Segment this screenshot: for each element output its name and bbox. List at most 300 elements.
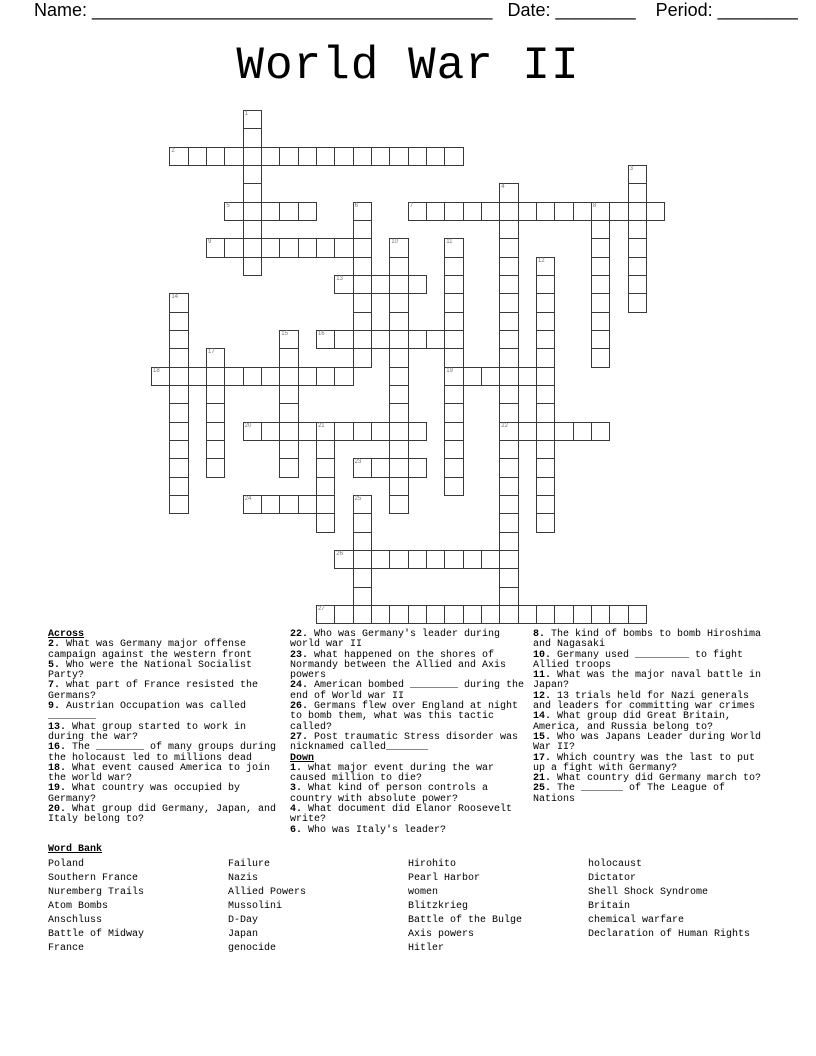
crossword-cell[interactable] xyxy=(298,147,317,166)
clue-number: 9 xyxy=(207,239,212,246)
word-bank-item: Anschluss xyxy=(48,915,103,926)
crossword-cell[interactable] xyxy=(389,275,408,294)
crossword-cell[interactable] xyxy=(243,422,262,441)
crossword-cell[interactable] xyxy=(188,147,207,166)
word-bank-item: Poland xyxy=(48,859,85,870)
crossword-cell[interactable] xyxy=(628,257,647,276)
crossword-cell[interactable] xyxy=(316,513,335,532)
clue-number: 14. xyxy=(533,711,552,723)
crossword-cell[interactable] xyxy=(628,293,647,312)
crossword-cell[interactable] xyxy=(389,477,408,496)
crossword-cell[interactable] xyxy=(481,605,500,624)
word-bank-item: Allied Powers xyxy=(228,887,307,898)
crossword-cell[interactable] xyxy=(334,238,353,257)
crossword-cell[interactable] xyxy=(353,495,372,514)
crossword-cell[interactable] xyxy=(371,605,390,624)
crossword-cell[interactable] xyxy=(279,440,298,459)
crossword-cell[interactable] xyxy=(444,550,463,569)
clue-number: 10 xyxy=(391,239,398,246)
crossword-cell[interactable] xyxy=(389,257,408,276)
crossword-cell[interactable] xyxy=(389,440,408,459)
crossword-cell[interactable] xyxy=(169,422,188,441)
crossword-cell[interactable] xyxy=(389,422,408,441)
crossword-cell[interactable] xyxy=(316,495,335,514)
crossword-cell[interactable] xyxy=(371,422,390,441)
clue-number: 18 xyxy=(153,367,160,374)
crossword-cell[interactable] xyxy=(261,422,280,441)
crossword-cell[interactable] xyxy=(243,238,262,257)
crossword-cell[interactable] xyxy=(353,587,372,606)
crossword-cell[interactable] xyxy=(408,605,427,624)
crossword-cell[interactable] xyxy=(389,293,408,312)
crossword-cell[interactable] xyxy=(279,367,298,386)
crossword-cell[interactable] xyxy=(444,458,463,477)
crossword-cell[interactable] xyxy=(206,403,225,422)
clue-number: 15 xyxy=(281,330,288,337)
crossword-cell[interactable] xyxy=(353,257,372,276)
crossword-cell[interactable] xyxy=(408,202,427,221)
crossword-cell[interactable] xyxy=(444,367,463,386)
crossword-cell[interactable] xyxy=(243,367,262,386)
crossword-cell[interactable] xyxy=(536,385,555,404)
crossword-cell[interactable] xyxy=(536,275,555,294)
crossword-cell[interactable] xyxy=(261,367,280,386)
crossword-cell[interactable] xyxy=(353,568,372,587)
crossword-cell[interactable] xyxy=(243,147,262,166)
crossword-cell[interactable] xyxy=(279,403,298,422)
word-bank-item: Blitzkrieg xyxy=(408,901,469,912)
crossword-cell[interactable] xyxy=(298,202,317,221)
crossword-cell[interactable] xyxy=(444,257,463,276)
crossword-cell[interactable] xyxy=(536,403,555,422)
crossword-cell[interactable] xyxy=(536,202,555,221)
crossword-cell[interactable] xyxy=(353,293,372,312)
clue-number: 22 xyxy=(501,422,508,429)
crossword-cell[interactable] xyxy=(316,605,335,624)
crossword-cell[interactable] xyxy=(591,605,610,624)
crossword-cell[interactable] xyxy=(408,550,427,569)
crossword-cell[interactable] xyxy=(426,147,445,166)
crossword-cell[interactable] xyxy=(518,422,537,441)
crossword-cell[interactable] xyxy=(334,550,353,569)
crossword-cell[interactable] xyxy=(298,495,317,514)
crossword-cell[interactable] xyxy=(169,147,188,166)
crossword-cell[interactable] xyxy=(389,385,408,404)
crossword-cell[interactable] xyxy=(444,238,463,257)
crossword-cell[interactable] xyxy=(316,477,335,496)
crossword-cell[interactable] xyxy=(554,605,573,624)
crossword-cell[interactable] xyxy=(371,550,390,569)
clue xyxy=(48,743,288,764)
crossword-cell[interactable] xyxy=(536,348,555,367)
crossword-cell[interactable] xyxy=(353,513,372,532)
crossword-cell[interactable] xyxy=(499,495,518,514)
crossword-cell[interactable] xyxy=(536,513,555,532)
crossword-cell[interactable] xyxy=(591,330,610,349)
crossword-cell[interactable] xyxy=(169,495,188,514)
clue-text: what happened on the shores of Normandy between the Allied and Axis powers xyxy=(290,649,507,682)
crossword-cell[interactable] xyxy=(536,293,555,312)
page-title: World War II xyxy=(236,40,580,92)
crossword-cell[interactable] xyxy=(334,147,353,166)
crossword-cell[interactable] xyxy=(499,422,518,441)
crossword-cell[interactable] xyxy=(463,550,482,569)
crossword-cell[interactable] xyxy=(536,367,555,386)
crossword-cell[interactable] xyxy=(444,293,463,312)
crossword-cell[interactable] xyxy=(536,422,555,441)
crossword-cell[interactable] xyxy=(279,422,298,441)
crossword-cell[interactable] xyxy=(224,202,243,221)
crossword-cell[interactable] xyxy=(261,147,280,166)
crossword-cell[interactable] xyxy=(389,238,408,257)
crossword-cell[interactable] xyxy=(371,330,390,349)
crossword-cell[interactable] xyxy=(298,238,317,257)
crossword-cell[interactable] xyxy=(389,403,408,422)
crossword-cell[interactable] xyxy=(316,440,335,459)
crossword-cell[interactable] xyxy=(316,422,335,441)
crossword-cell[interactable] xyxy=(169,312,188,331)
crossword-cell[interactable] xyxy=(573,202,592,221)
crossword-cell[interactable] xyxy=(169,330,188,349)
crossword-cell[interactable] xyxy=(628,183,647,202)
clues-column-1 xyxy=(48,630,288,826)
crossword-cell[interactable] xyxy=(536,477,555,496)
word-bank-column xyxy=(588,858,750,942)
crossword-cell[interactable] xyxy=(573,422,592,441)
crossword-cell[interactable] xyxy=(444,312,463,331)
crossword-cell[interactable] xyxy=(316,238,335,257)
crossword-cell[interactable] xyxy=(334,275,353,294)
crossword-cell[interactable] xyxy=(169,477,188,496)
crossword-cell[interactable] xyxy=(206,238,225,257)
crossword-cell[interactable] xyxy=(591,202,610,221)
clue-number: 17 xyxy=(207,349,215,356)
crossword-cell[interactable] xyxy=(628,275,647,294)
crossword-cell[interactable] xyxy=(591,275,610,294)
clue-number: 11. xyxy=(533,670,552,682)
crossword-cell[interactable] xyxy=(536,495,555,514)
clue xyxy=(48,723,288,744)
crossword-cell[interactable] xyxy=(463,202,482,221)
crossword-cell[interactable] xyxy=(518,202,537,221)
crossword-cell[interactable] xyxy=(408,147,427,166)
crossword-cell[interactable] xyxy=(389,312,408,331)
name-field[interactable]: Name: ________________________________________ xyxy=(34,0,493,20)
crossword-cell[interactable] xyxy=(536,458,555,477)
word-bank-item: Hirohito xyxy=(408,859,457,870)
crossword-cell[interactable] xyxy=(499,477,518,496)
crossword-cell[interactable] xyxy=(169,440,188,459)
crossword-cell[interactable] xyxy=(169,403,188,422)
crossword-cell[interactable] xyxy=(444,147,463,166)
crossword-cell[interactable] xyxy=(573,605,592,624)
clue-number: 18. xyxy=(48,762,67,774)
crossword-cell[interactable] xyxy=(371,147,390,166)
crossword-cell[interactable] xyxy=(279,495,298,514)
crossword-cell[interactable] xyxy=(591,220,610,239)
crossword-cell[interactable] xyxy=(499,238,518,257)
crossword-cell[interactable] xyxy=(353,220,372,239)
crossword-cell[interactable] xyxy=(353,238,372,257)
crossword-cell[interactable] xyxy=(151,367,170,386)
crossword-cell[interactable] xyxy=(243,165,262,184)
crossword-cell[interactable] xyxy=(591,348,610,367)
crossword-cell[interactable] xyxy=(481,202,500,221)
crossword-cell[interactable] xyxy=(371,458,390,477)
crossword-cell[interactable] xyxy=(353,312,372,331)
crossword-cell[interactable] xyxy=(408,275,427,294)
crossword-cell[interactable] xyxy=(279,238,298,257)
crossword-cell[interactable] xyxy=(444,422,463,441)
crossword-cell[interactable] xyxy=(206,458,225,477)
crossword-cell[interactable] xyxy=(609,605,628,624)
crossword-cell[interactable] xyxy=(463,605,482,624)
crossword-cell[interactable] xyxy=(316,147,335,166)
clue xyxy=(533,784,773,805)
crossword-cell[interactable] xyxy=(353,422,372,441)
crossword-cell[interactable] xyxy=(426,202,445,221)
crossword-cell[interactable] xyxy=(591,422,610,441)
word-bank-item: D-Day xyxy=(228,915,259,926)
crossword-cell[interactable] xyxy=(371,275,390,294)
clue-number: 25 xyxy=(354,495,362,502)
crossword-cell[interactable] xyxy=(389,495,408,514)
crossword-cell[interactable] xyxy=(389,147,408,166)
clue-number: 6 xyxy=(354,202,358,209)
crossword-cell[interactable] xyxy=(206,440,225,459)
crossword-cell[interactable] xyxy=(389,605,408,624)
crossword-cell[interactable] xyxy=(316,367,335,386)
crossword-cell[interactable] xyxy=(628,220,647,239)
crossword-cell[interactable] xyxy=(499,532,518,551)
crossword-cell[interactable] xyxy=(444,440,463,459)
crossword-cell[interactable] xyxy=(554,202,573,221)
crossword-cell[interactable] xyxy=(536,440,555,459)
crossword-cell[interactable] xyxy=(408,422,427,441)
clue-number: 16. xyxy=(48,742,67,754)
word-bank-column xyxy=(228,858,306,956)
crossword-cell[interactable] xyxy=(628,238,647,257)
word-bank-item: Southern France xyxy=(48,873,139,884)
crossword-cell[interactable] xyxy=(518,367,537,386)
crossword-cell[interactable] xyxy=(224,238,243,257)
crossword-cell[interactable] xyxy=(261,495,280,514)
crossword-cell[interactable] xyxy=(334,605,353,624)
crossword-cell[interactable] xyxy=(224,367,243,386)
crossword-cell[interactable] xyxy=(316,330,335,349)
crossword-cell[interactable] xyxy=(353,550,372,569)
crossword-cell[interactable] xyxy=(353,202,372,221)
word-bank-item: Axis powers xyxy=(408,929,475,940)
crossword-cell[interactable] xyxy=(536,257,555,276)
crossword-cell[interactable] xyxy=(536,330,555,349)
crossword-cell[interactable] xyxy=(499,440,518,459)
word-bank-column xyxy=(48,858,144,956)
crossword-cell[interactable] xyxy=(261,202,280,221)
clue-heading: Down xyxy=(290,752,315,764)
clue-text: Who was Italy's leader? xyxy=(302,824,447,836)
crossword-cell[interactable] xyxy=(444,275,463,294)
clue-text: what part of France resisted the Germans? xyxy=(48,680,259,702)
clue-number: 5 xyxy=(226,202,230,209)
crossword-cell[interactable] xyxy=(499,568,518,587)
crossword-cell[interactable] xyxy=(353,348,372,367)
crossword-cell[interactable] xyxy=(243,220,262,239)
crossword-cell[interactable] xyxy=(169,293,188,312)
clue xyxy=(48,805,288,826)
crossword-cell[interactable] xyxy=(408,330,427,349)
crossword-cell[interactable] xyxy=(444,330,463,349)
crossword-cell[interactable] xyxy=(499,348,518,367)
crossword-cell[interactable] xyxy=(188,367,207,386)
crossword-cell[interactable] xyxy=(298,422,317,441)
crossword-cell[interactable] xyxy=(444,202,463,221)
clue-number: 23 xyxy=(354,459,362,466)
crossword-cell[interactable] xyxy=(499,550,518,569)
crossword-cell[interactable] xyxy=(169,385,188,404)
crossword-cell[interactable] xyxy=(243,202,262,221)
clue-number: 8. xyxy=(533,629,546,640)
word-bank-item: Mussolini xyxy=(228,901,283,912)
crossword-cell[interactable] xyxy=(206,422,225,441)
crossword-cell[interactable] xyxy=(261,238,280,257)
crossword-cell[interactable] xyxy=(206,348,225,367)
word-bank-item: Hitler xyxy=(408,943,445,954)
crossword-cell[interactable] xyxy=(444,605,463,624)
crossword-cell[interactable] xyxy=(206,367,225,386)
crossword-cell[interactable] xyxy=(334,367,353,386)
crossword-cell[interactable] xyxy=(206,147,225,166)
period-field[interactable]: Period: ________ xyxy=(655,0,798,20)
crossword-cell[interactable] xyxy=(628,202,647,221)
crossword-cell[interactable] xyxy=(408,458,427,477)
crossword-cell[interactable] xyxy=(298,367,317,386)
crossword-cell[interactable] xyxy=(591,238,610,257)
crossword-cell[interactable] xyxy=(243,183,262,202)
clue-text: What kind of person controls a country with absolute power? xyxy=(290,783,489,805)
crossword-cell[interactable] xyxy=(243,257,262,276)
crossword-cell[interactable] xyxy=(609,202,628,221)
crossword-cell[interactable] xyxy=(628,605,647,624)
clue-number: 13 xyxy=(336,275,343,282)
crossword-cell[interactable] xyxy=(389,367,408,386)
crossword-cell[interactable] xyxy=(463,367,482,386)
crossword-cell[interactable] xyxy=(481,550,500,569)
crossword-cell[interactable] xyxy=(279,348,298,367)
crossword-cell[interactable] xyxy=(169,458,188,477)
crossword-cell[interactable] xyxy=(499,330,518,349)
crossword-cell[interactable] xyxy=(334,422,353,441)
crossword-cell[interactable] xyxy=(444,403,463,422)
crossword-cell[interactable] xyxy=(334,330,353,349)
crossword-cell[interactable] xyxy=(536,605,555,624)
crossword-cell[interactable] xyxy=(591,312,610,331)
clue-text: Austrian Occupation was called ________ xyxy=(48,701,247,723)
crossword-cell[interactable] xyxy=(499,275,518,294)
clue-number: 10. xyxy=(533,649,552,661)
crossword-cell[interactable] xyxy=(389,330,408,349)
clue-number: 22. xyxy=(290,629,309,640)
crossword-cell[interactable] xyxy=(353,605,372,624)
crossword-cell[interactable] xyxy=(591,257,610,276)
crossword-cell[interactable] xyxy=(444,348,463,367)
crossword-cell[interactable] xyxy=(591,293,610,312)
crossword-cell[interactable] xyxy=(499,183,518,202)
clue xyxy=(48,702,288,723)
crossword-cell[interactable] xyxy=(243,110,262,129)
crossword-cell[interactable] xyxy=(353,275,372,294)
word-bank-item: women xyxy=(408,887,439,898)
crossword-cell[interactable] xyxy=(444,477,463,496)
clue-number: 8 xyxy=(592,202,597,209)
clue-text: What country was occupied by Germany? xyxy=(48,783,241,805)
crossword-cell[interactable] xyxy=(279,458,298,477)
crossword-cell[interactable] xyxy=(536,312,555,331)
clue-text: Post traumatic Stress disorder was nicknamed called_______ xyxy=(290,731,519,754)
crossword-cell[interactable] xyxy=(389,550,408,569)
crossword-cell[interactable] xyxy=(353,458,372,477)
crossword-cell[interactable] xyxy=(279,330,298,349)
crossword-cell[interactable] xyxy=(518,605,537,624)
crossword-cell[interactable] xyxy=(426,330,445,349)
clue-text: What group did Germany, Japan, and Italy belong to? xyxy=(48,804,277,826)
crossword-cell[interactable] xyxy=(426,550,445,569)
clue-number: 14 xyxy=(171,294,179,301)
crossword-cell[interactable] xyxy=(499,312,518,331)
crossword-cell[interactable] xyxy=(628,165,647,184)
crossword-cell[interactable] xyxy=(499,367,518,386)
crossword-cell[interactable] xyxy=(499,257,518,276)
clue-text: Who were the National Socialist Party? xyxy=(48,659,253,682)
crossword-cell[interactable] xyxy=(426,605,445,624)
crossword-cell[interactable] xyxy=(499,220,518,239)
crossword-cell[interactable] xyxy=(279,147,298,166)
crossword-cell[interactable] xyxy=(353,147,372,166)
crossword-cell[interactable] xyxy=(389,458,408,477)
clue-number: 20. xyxy=(48,804,67,816)
crossword-cell[interactable] xyxy=(499,587,518,606)
crossword-cell[interactable] xyxy=(646,202,665,221)
crossword-cell[interactable] xyxy=(499,385,518,404)
date-field[interactable]: Date: ________ xyxy=(507,0,636,20)
crossword-cell[interactable] xyxy=(499,403,518,422)
crossword-cell[interactable] xyxy=(389,348,408,367)
crossword-cell[interactable] xyxy=(444,385,463,404)
crossword-cell[interactable] xyxy=(224,147,243,166)
crossword-cell[interactable] xyxy=(499,513,518,532)
word-bank-title: Word Bank xyxy=(48,844,103,855)
crossword-cell[interactable] xyxy=(243,495,262,514)
crossword-cell[interactable] xyxy=(499,458,518,477)
crossword-cell[interactable] xyxy=(316,458,335,477)
crossword-cell[interactable] xyxy=(169,348,188,367)
crossword-cell[interactable] xyxy=(481,367,500,386)
crossword-cell[interactable] xyxy=(499,293,518,312)
crossword-cell[interactable] xyxy=(279,385,298,404)
crossword-cell[interactable] xyxy=(243,128,262,147)
crossword-cell[interactable] xyxy=(206,385,225,404)
crossword-cell[interactable] xyxy=(499,202,518,221)
crossword-cell[interactable] xyxy=(353,532,372,551)
crossword-cell[interactable] xyxy=(353,330,372,349)
crossword-cell[interactable] xyxy=(169,367,188,386)
clue xyxy=(48,764,288,785)
clue-text: What event caused America to join the world war? xyxy=(48,762,271,785)
crossword-cell[interactable] xyxy=(554,422,573,441)
clue xyxy=(533,671,773,692)
crossword-cell[interactable] xyxy=(279,202,298,221)
crossword-cell[interactable] xyxy=(499,605,518,624)
